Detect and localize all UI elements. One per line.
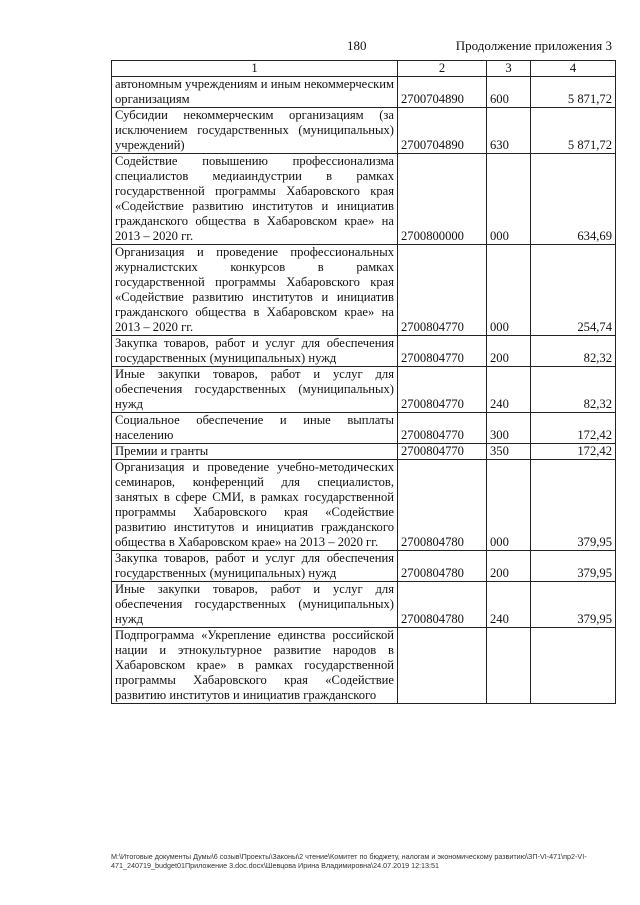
row-expense-type: 630 (487, 108, 531, 154)
row-target-code: 2700704890 (398, 108, 487, 154)
continuation-label: Продолжение приложения 3 (455, 38, 612, 53)
table-row (112, 77, 616, 108)
row-expense-type (487, 628, 531, 704)
row-expense-type: 000 (487, 154, 531, 245)
row-amount: 634,69 (531, 154, 616, 245)
row-expense-type: 200 (487, 336, 531, 367)
row-description: Иные закупки товаров, работ и услуг для обеспечения государственных (муниципальных) нужд (112, 582, 398, 628)
column-header: 2 (398, 61, 487, 77)
row-target-code: 2700800000 (398, 154, 487, 245)
row-description: Закупка товаров, работ и услуг для обеспечения государственных (муниципальных) нужд (112, 551, 398, 582)
budget-table (111, 60, 616, 704)
row-amount: 172,42 (531, 444, 616, 460)
row-expense-type: 200 (487, 551, 531, 582)
row-amount: 379,95 (531, 551, 616, 582)
row-description: Содействие повышению профессионализма специалистов медиаиндустрии в рамках государственной программы Хабаровского края «Содействие развитию институтов и инициатив гражданского общества в Хабаровском крае» на 2013 – 2020 гг. (112, 154, 398, 245)
row-target-code: 2700804770 (398, 444, 487, 460)
row-target-code: 2700804780 (398, 460, 487, 551)
row-target-code: 2700804770 (398, 336, 487, 367)
table-row (112, 582, 616, 628)
row-target-code: 2700804780 (398, 582, 487, 628)
row-description: Организация и проведение профессиональных журналистских конкурсов в рамках государственной программы Хабаровского края «Содействие развитию институтов и инициатив гражданского общества в Хабаровском крае» на 2013 – 2020 гг. (112, 245, 398, 336)
column-header: 1 (112, 61, 398, 77)
table-row (112, 628, 616, 704)
row-target-code: 2700804780 (398, 551, 487, 582)
row-target-code: 2700804770 (398, 413, 487, 444)
row-target-code: 2700804770 (398, 367, 487, 413)
table-row (112, 367, 616, 413)
row-expense-type: 600 (487, 77, 531, 108)
table-row (112, 336, 616, 367)
row-description: Закупка товаров, работ и услуг для обеспечения государственных (муниципальных) нужд (112, 336, 398, 367)
row-amount: 172,42 (531, 413, 616, 444)
row-description: Организация и проведение учебно-методических семинаров, конференций для специалистов, занятых в сфере СМИ, в рамках государственной программы Хабаровского края «Содействие развитию институтов и инициатив гражданского общества в Хабаровском крае» на 2013 – 2020 гг. (112, 460, 398, 551)
column-header: 4 (531, 61, 616, 77)
table-header-row (112, 61, 616, 77)
row-amount: 254,74 (531, 245, 616, 336)
row-target-code: 2700804770 (398, 245, 487, 336)
row-expense-type: 300 (487, 413, 531, 444)
row-target-code (398, 628, 487, 704)
row-amount: 82,32 (531, 367, 616, 413)
row-expense-type: 000 (487, 245, 531, 336)
table-row (112, 108, 616, 154)
row-expense-type: 240 (487, 582, 531, 628)
row-expense-type: 000 (487, 460, 531, 551)
table-row (112, 154, 616, 245)
row-expense-type: 240 (487, 367, 531, 413)
table-row (112, 413, 616, 444)
row-amount: 5 871,72 (531, 77, 616, 108)
row-description: Премии и гранты (112, 444, 398, 460)
page-number: 180 (347, 38, 367, 53)
table-row (112, 245, 616, 336)
row-description: автономным учреждениям и иным некоммерческим организациям (112, 77, 398, 108)
row-description: Социальное обеспечение и иные выплаты населению (112, 413, 398, 444)
row-description: Иные закупки товаров, работ и услуг для обеспечения государственных (муниципальных) нужд (112, 367, 398, 413)
row-expense-type: 350 (487, 444, 531, 460)
row-description: Субсидии некоммерческим организациям (за исключением государственных (муниципальных) учреждений) (112, 108, 398, 154)
row-description: Подпрограмма «Укрепление единства российской нации и этнокультурное развитие народов в Хабаровском крае» в рамках государственной программы Хабаровского края «Содействие развитию институтов и инициатив гражданского (112, 628, 398, 704)
row-amount: 5 871,72 (531, 108, 616, 154)
table-row (112, 551, 616, 582)
row-amount: 379,95 (531, 460, 616, 551)
row-amount: 82,32 (531, 336, 616, 367)
row-amount (531, 628, 616, 704)
file-path-footer: M:\Итоговые документы Думы\6 созыв\Проекты\Законы\2 чтение\Комитет по бюджету, налогам и экономическому развитию\ЗП-VI-471\пр2-VI-471_240719_budget01Приложение 3.doc.docx\Шевцова Ирина Владимировна\24.07.2019 12:13:51 (111, 852, 587, 870)
row-target-code: 2700704890 (398, 77, 487, 108)
row-amount: 379,95 (531, 582, 616, 628)
table-row (112, 460, 616, 551)
column-header: 3 (487, 61, 531, 77)
table-row (112, 444, 616, 460)
